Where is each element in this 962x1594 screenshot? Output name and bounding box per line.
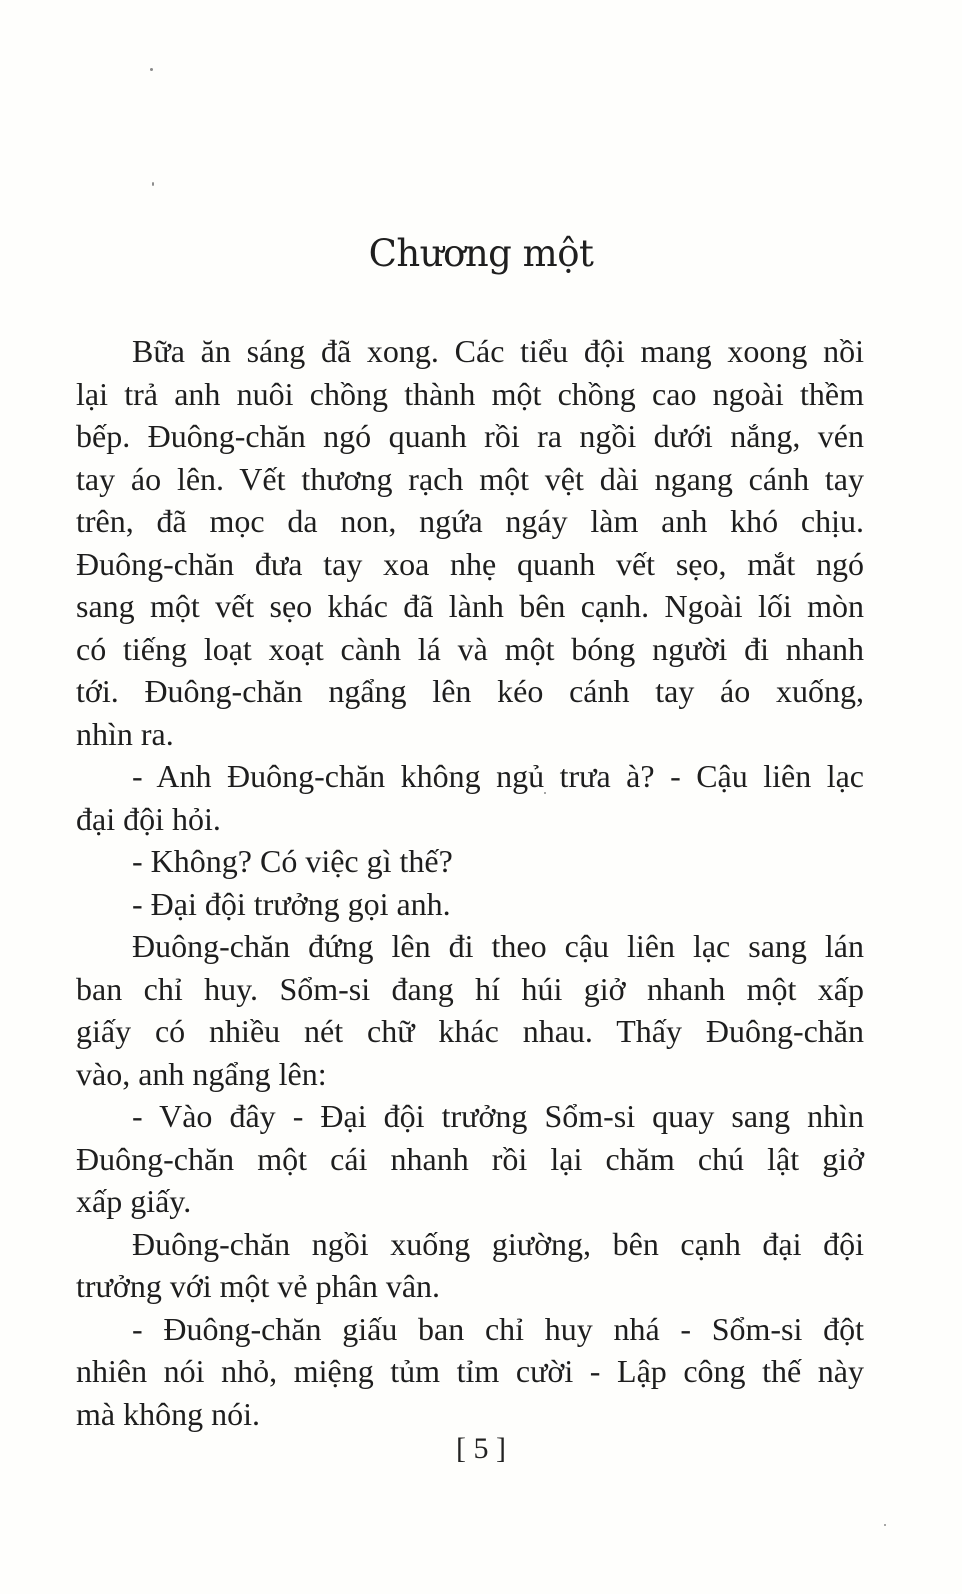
paper-speck — [152, 182, 154, 186]
text-line: Đuông-chăn ngồi xuống giường, bên cạnh đại đội — [132, 1225, 864, 1262]
text-line: vào, anh ngẩng lên: — [76, 1055, 327, 1092]
text-line: ban chỉ huy. Sổm-si đang hí húi giở nhanh một xấp — [76, 970, 864, 1007]
text-line: Đuông-chăn đưa tay xoa nhẹ quanh vết sẹo, mắt ngó — [76, 545, 864, 582]
paper-speck — [884, 1524, 886, 1526]
dialogue-line: - Đuông-chăn giấu ban chỉ huy nhá - Sổm-si đột — [132, 1310, 864, 1347]
text-line: Đuông-chăn đứng lên đi theo cậu liên lạc sang lán — [132, 928, 864, 964]
text-line: xấp giấy. — [76, 1183, 192, 1219]
paper-speck — [150, 68, 153, 71]
chapter-title: Chương một — [368, 232, 594, 275]
text-line: sang một vết sẹo khác đã lành bên cạnh. Ngoài lối mòn — [76, 588, 864, 624]
text-line: nhiên nói nhỏ, miệng tủm tỉm cười - Lập công thế này — [76, 1353, 864, 1389]
text-line: mà không nói. — [76, 1395, 260, 1432]
text-line: Đuông-chăn một cái nhanh rồi lại chăm chú lật giở — [76, 1140, 864, 1177]
text-line: trên, đã mọc da non, ngứa ngáy làm anh khó chịu. — [76, 503, 864, 539]
dialogue-line: - Vào đây - Đại đội trưởng Sổm-si quay sang nhìn — [132, 1098, 864, 1134]
page-number: [ 5 ] — [456, 1432, 506, 1465]
text-line: Bữa ăn sáng đã xong. Các tiểu đội mang xoong nồi — [132, 333, 864, 369]
dialogue-line: - Không? Có việc gì thế? — [132, 843, 453, 879]
text-line: lại trả anh nuôi chồng thành một chồng cao ngoài thềm — [76, 375, 864, 412]
text-line: tay áo lên. Vết thương rạch một vệt dài ngang cánh tay — [76, 460, 864, 497]
text-line: trưởng với một vẻ phân vân. — [76, 1268, 441, 1304]
dialogue-line: - Anh Đuông-chăn không ngủ trưa à? - Cậu liên lạc — [132, 758, 864, 794]
text-line: bếp. Đuông-chăn ngó quanh rồi ra ngồi dưới nắng, vén — [76, 418, 864, 454]
chapter-body — [76, 330, 864, 1435]
text-line: có tiếng loạt xoạt cành lá và một bóng người đi nhanh — [76, 630, 864, 667]
text-line: giấy có nhiều nét chữ khác nhau. Thấy Đuông-chăn — [76, 1013, 864, 1049]
text-line: đại đội hỏi. — [76, 800, 221, 837]
dialogue-line: - Đại đội trưởng gọi anh. — [132, 885, 451, 922]
text-line: nhìn ra. — [76, 715, 174, 752]
text-line: tới. Đuông-chăn ngẩng lên kéo cánh tay áo xuống, — [76, 673, 864, 709]
